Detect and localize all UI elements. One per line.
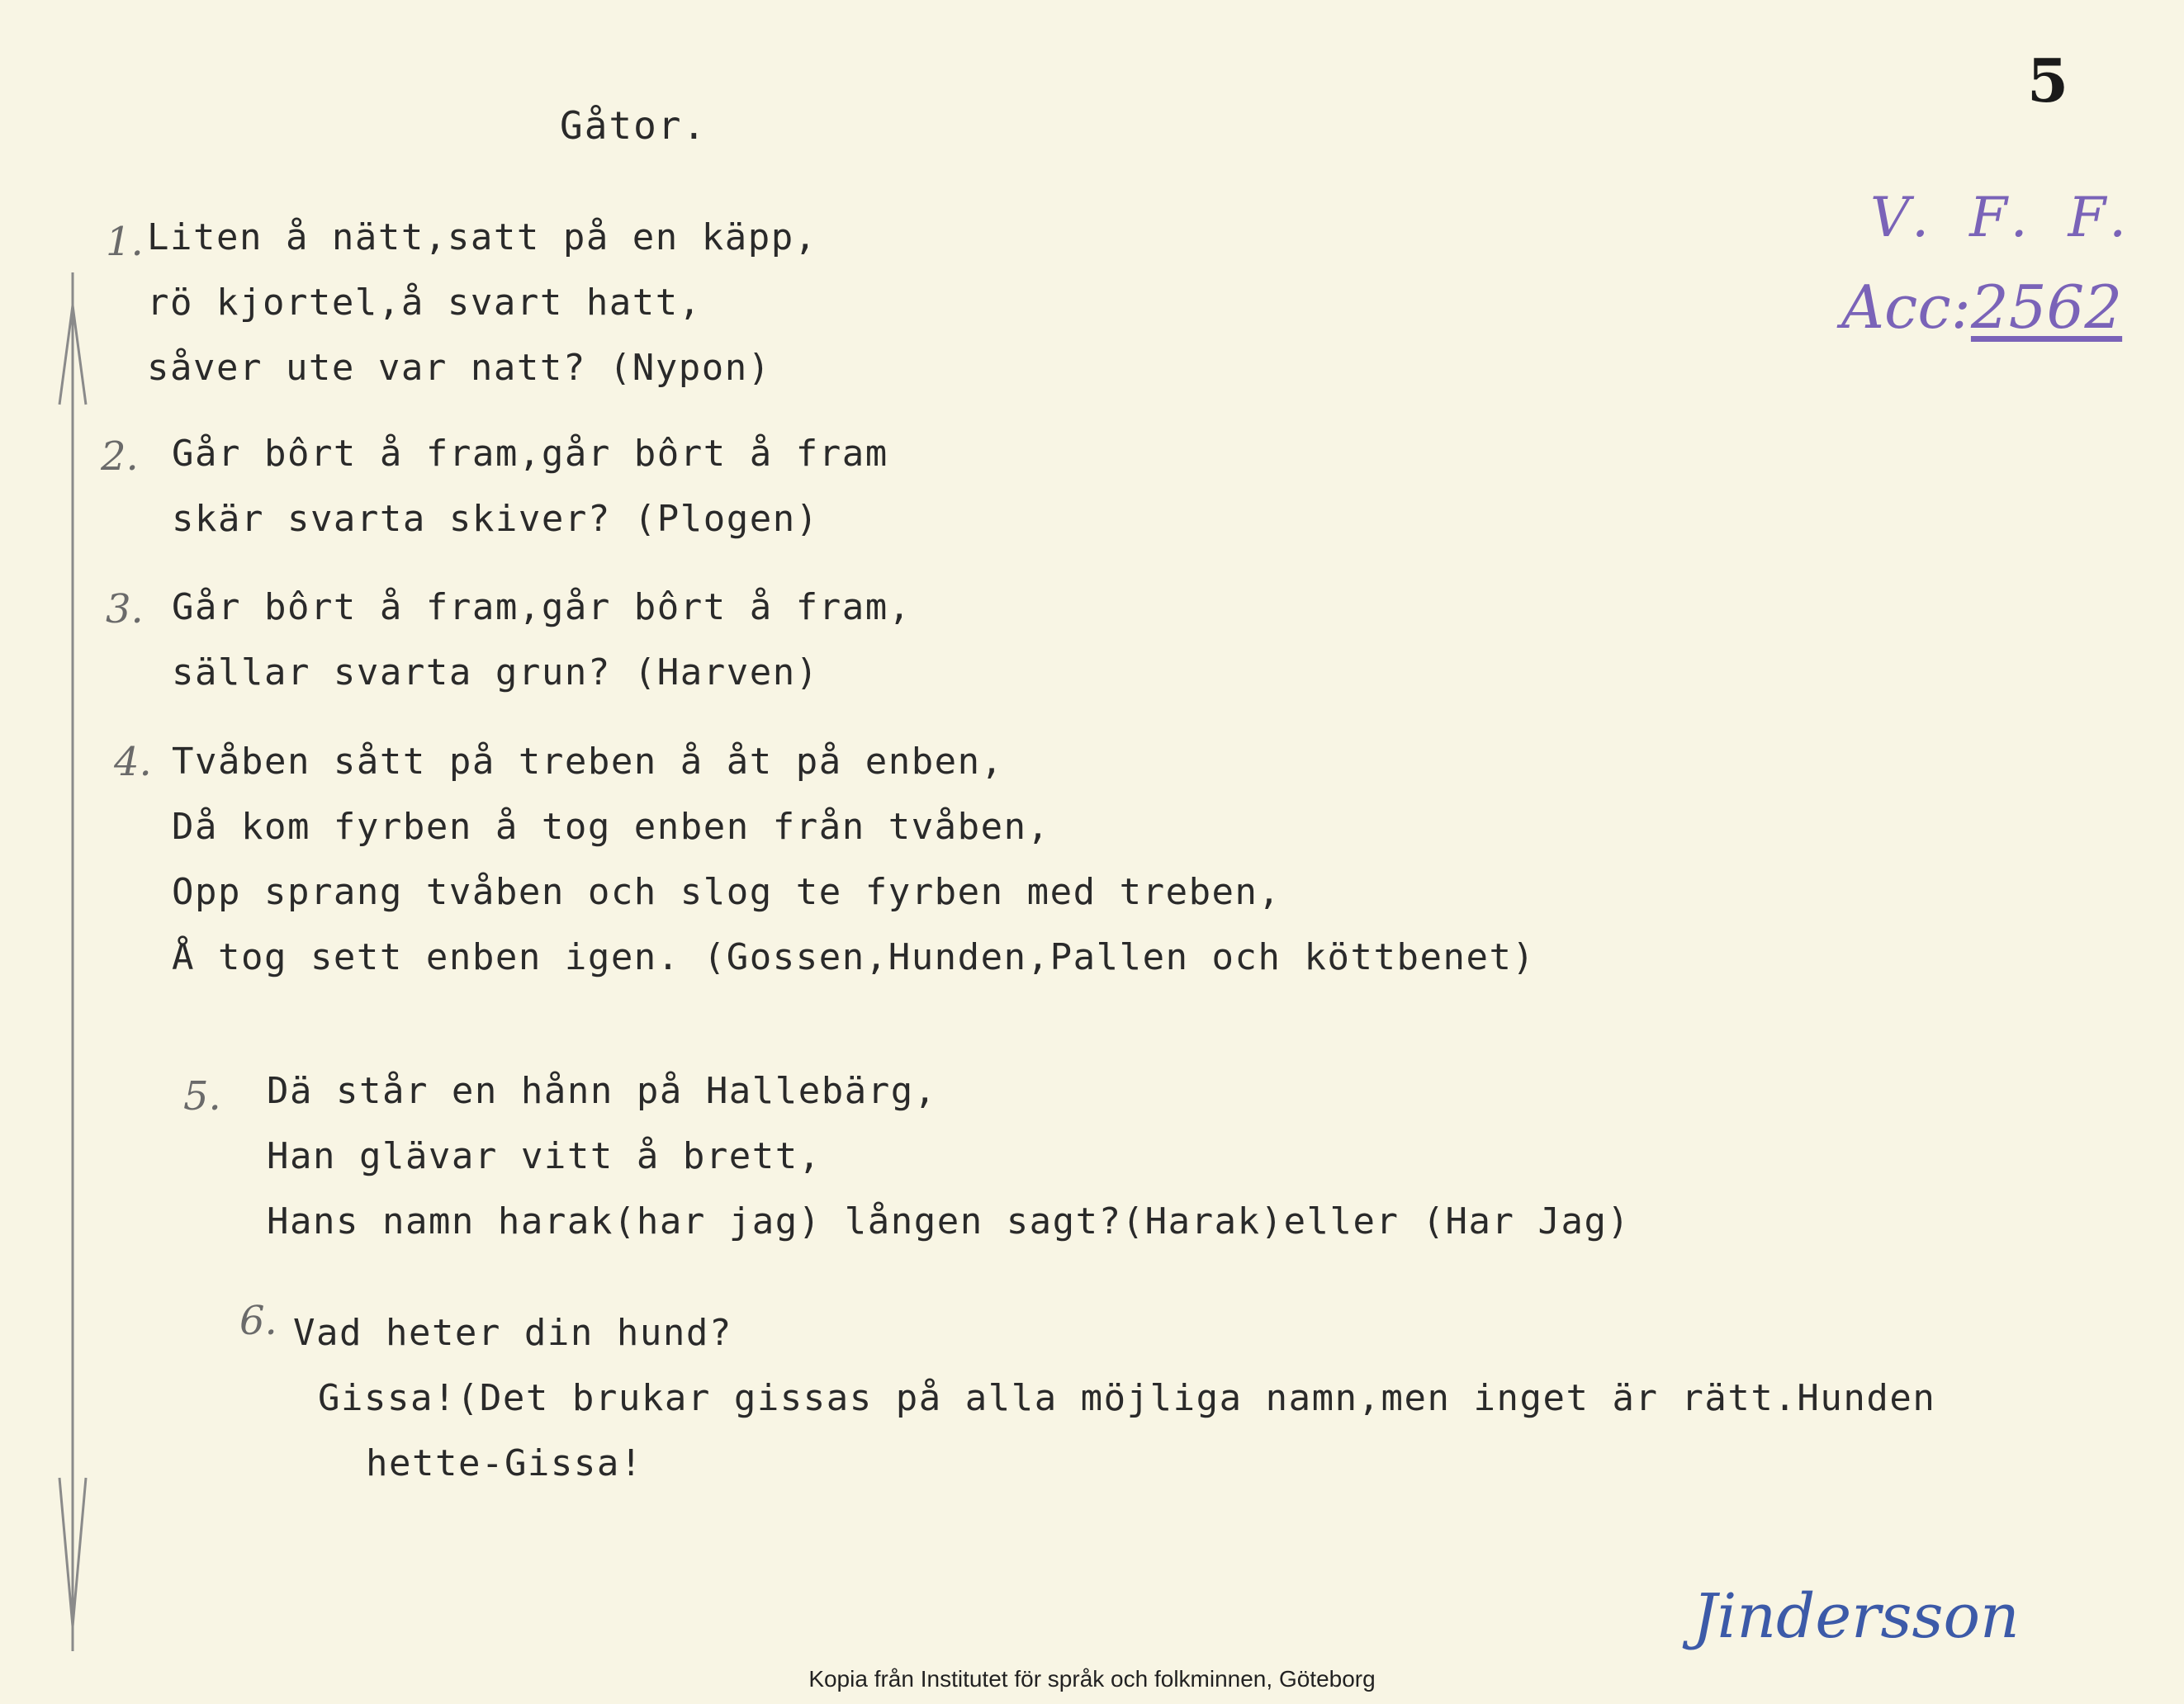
riddle-line: rö kjortel,å svart hatt, xyxy=(147,282,702,324)
riddle-number: 3. xyxy=(106,586,144,632)
riddle-3 xyxy=(172,575,912,705)
riddle-line: Då kom fyrben å tog enben från tvåben, xyxy=(172,806,1050,848)
acc-label: Acc: xyxy=(1841,272,1971,342)
riddle-6 xyxy=(293,1300,1935,1496)
riddle-line: Går bôrt å fram,går bôrt å fram xyxy=(172,433,888,475)
archive-stamp-acc xyxy=(1841,272,2122,342)
riddle-line: Gissa!(Det brukar gissas på alla möjliga namn,men inget är rätt.Hunden xyxy=(318,1377,1936,1419)
riddle-number: 1. xyxy=(106,219,144,265)
riddle-line: Tvåben sått på treben å åt på enben, xyxy=(172,741,1004,783)
riddle-number: 4. xyxy=(114,739,152,785)
riddle-1 xyxy=(147,205,817,400)
riddle-line: skär svarta skiver? (Plogen) xyxy=(172,498,819,540)
riddle-line: Å tog sett enben igen. (Gossen,Hunden,Pallen och köttbenet) xyxy=(172,936,1536,978)
riddle-5 xyxy=(267,1058,1630,1254)
page-number: 5 xyxy=(2027,45,2069,116)
riddle-line: Liten å nätt,satt på en käpp, xyxy=(147,216,817,258)
riddle-line: Går bôrt å fram,går bôrt å fram, xyxy=(172,586,912,628)
riddle-line: Han glävar vitt å brett, xyxy=(267,1135,822,1177)
riddle-line: Dä står en hånn på Hallebärg, xyxy=(267,1070,937,1112)
riddle-number: 5. xyxy=(183,1073,221,1119)
handwritten-signature: Jindersson xyxy=(1693,1581,2020,1652)
riddle-line: Hans namn harak(har jag) lången sagt?(Harak)eller (Har Jag) xyxy=(267,1200,1631,1242)
riddle-line: Opp sprang tvåben och slog te fyrben med treben, xyxy=(172,871,1282,913)
riddle-number: 2. xyxy=(101,433,139,480)
riddle-line: hette-Gissa! xyxy=(366,1442,643,1484)
acc-number: 2562 xyxy=(1970,272,2123,342)
page-title: Gåtor. xyxy=(560,103,708,148)
archive-stamp-vff: V. F. F. xyxy=(1870,186,2139,249)
riddle-line: sällar svarta grun? (Harven) xyxy=(172,651,819,693)
riddle-line: Vad heter din hund? xyxy=(293,1312,732,1354)
pencil-margin-arrow-icon xyxy=(58,272,107,1659)
riddle-4 xyxy=(172,729,1535,990)
archive-footer: Kopia från Institutet för språk och folkminnen, Göteborg xyxy=(808,1666,1376,1692)
riddle-2 xyxy=(172,421,888,551)
riddle-line: såver ute var natt? (Nypon) xyxy=(147,347,771,389)
riddle-number: 6. xyxy=(239,1298,277,1344)
